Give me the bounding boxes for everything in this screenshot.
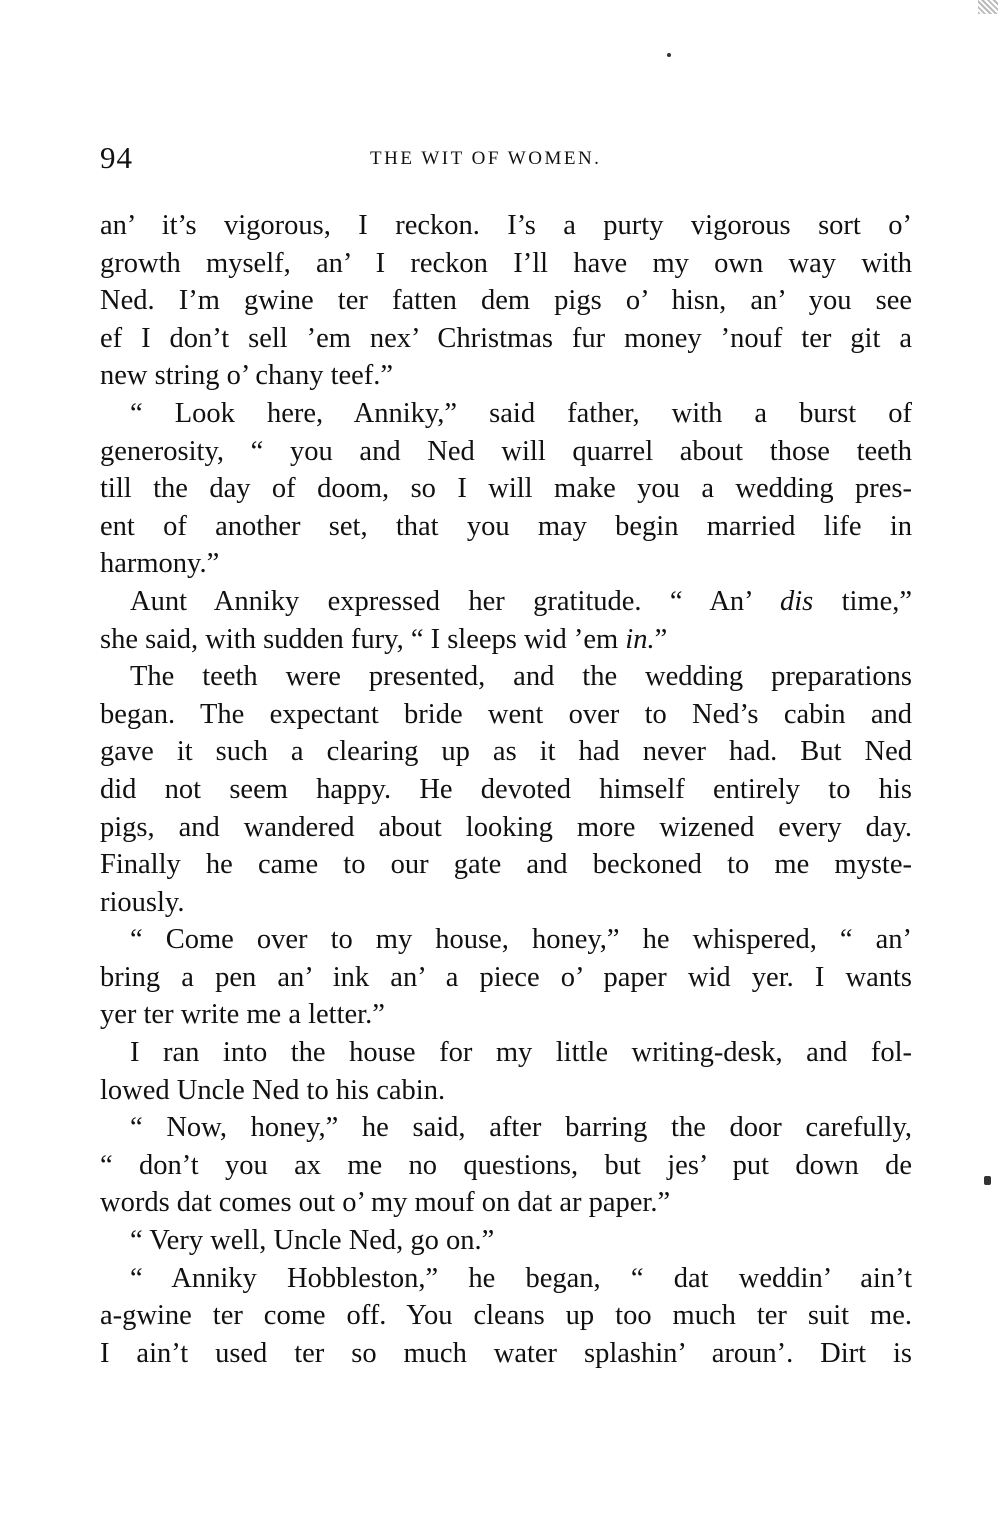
text-line: “ Now, honey,” he said, after barring the door carefully,: [130, 1112, 912, 1144]
text-line: ent of another set, that you may begin married life in: [100, 510, 912, 542]
text-line: growth myself, an’ I reckon I’ll have my own way with: [100, 247, 912, 279]
text-line: bring a pen an’ ink an’ a piece o’ paper wid yer. I wants: [100, 961, 912, 993]
text-line: “ don’t you ax me no questions, but jes’ put down de: [100, 1149, 912, 1181]
text-line-with-italic: [100, 583, 912, 621]
text-line: “ Come over to my house, honey,” he whispered, “ an’: [130, 924, 912, 956]
text-line: an’ it’s vigorous, I reckon. I’s a purty vigorous sort o’: [100, 210, 912, 241]
text-line-with-italic: [100, 621, 912, 659]
italic-word: dis: [779, 585, 814, 617]
text-line: new string o’ chany teef.”: [100, 360, 394, 392]
running-head: THE WIT OF WOMEN.: [370, 148, 602, 169]
text-line: “ Very well, Uncle Ned, go on.”: [130, 1225, 495, 1257]
text-line: pigs, and wandered about looking more wizened every day.: [100, 811, 912, 843]
text-line: harmony.”: [100, 548, 220, 580]
line-text: time,”: [813, 585, 912, 617]
line-text: ”: [654, 623, 668, 655]
body-text: [100, 207, 912, 1372]
line-text: Aunt Anniky expressed her gratitude. “ An’: [130, 585, 780, 617]
text-line: a-gwine ter come off. You cleans up too much ter suit me.: [100, 1300, 912, 1332]
text-line: Ned. I’m gwine ter fatten dem pigs o’ hisn, an’ you see: [100, 285, 912, 317]
text-line: did not seem happy. He devoted himself entirely to his: [100, 773, 912, 805]
italic-word: in.: [625, 623, 655, 655]
scan-corner-mark: [978, 0, 998, 14]
text-line: lowed Uncle Ned to his cabin.: [100, 1074, 446, 1106]
text-line: till the day of doom, so I will make you a wedding pres-: [100, 473, 912, 505]
page-header: [100, 140, 912, 180]
ink-speck: [984, 1176, 991, 1185]
text-line: I ain’t used ter so much water splashin’ aroun’. Dirt is: [100, 1337, 912, 1369]
text-line: words dat comes out o’ my mouf on dat ar paper.”: [100, 1187, 671, 1219]
text-line: ef I don’t sell ’em nex’ Christmas fur money ’nouf ter git a: [100, 322, 912, 354]
text-line: The teeth were presented, and the wedding preparations: [130, 661, 912, 693]
text-line: I ran into the house for my little writing-desk, and fol-: [130, 1037, 912, 1069]
text-line: generosity, “ you and Ned will quarrel about those teeth: [100, 435, 912, 467]
scan-noise: [280, 1420, 820, 1460]
line-text: she said, with sudden fury, “ I sleeps wid ’em: [100, 623, 626, 655]
ink-speck: [667, 53, 671, 57]
text-line: “ Look here, Anniky,” said father, with a burst of: [130, 397, 912, 429]
text-line: Finally he came to our gate and beckoned to me myste-: [100, 849, 912, 881]
text-line: began. The expectant bride went over to Ned’s cabin and: [100, 698, 912, 730]
text-line: yer ter write me a letter.”: [100, 999, 385, 1031]
page-number: 94: [100, 140, 133, 175]
text-line: riously.: [100, 886, 185, 918]
text-line: gave it such a clearing up as it had never had. But Ned: [100, 736, 912, 768]
text-line: “ Anniky Hobbleston,” he began, “ dat weddin’ ain’t: [130, 1262, 912, 1294]
